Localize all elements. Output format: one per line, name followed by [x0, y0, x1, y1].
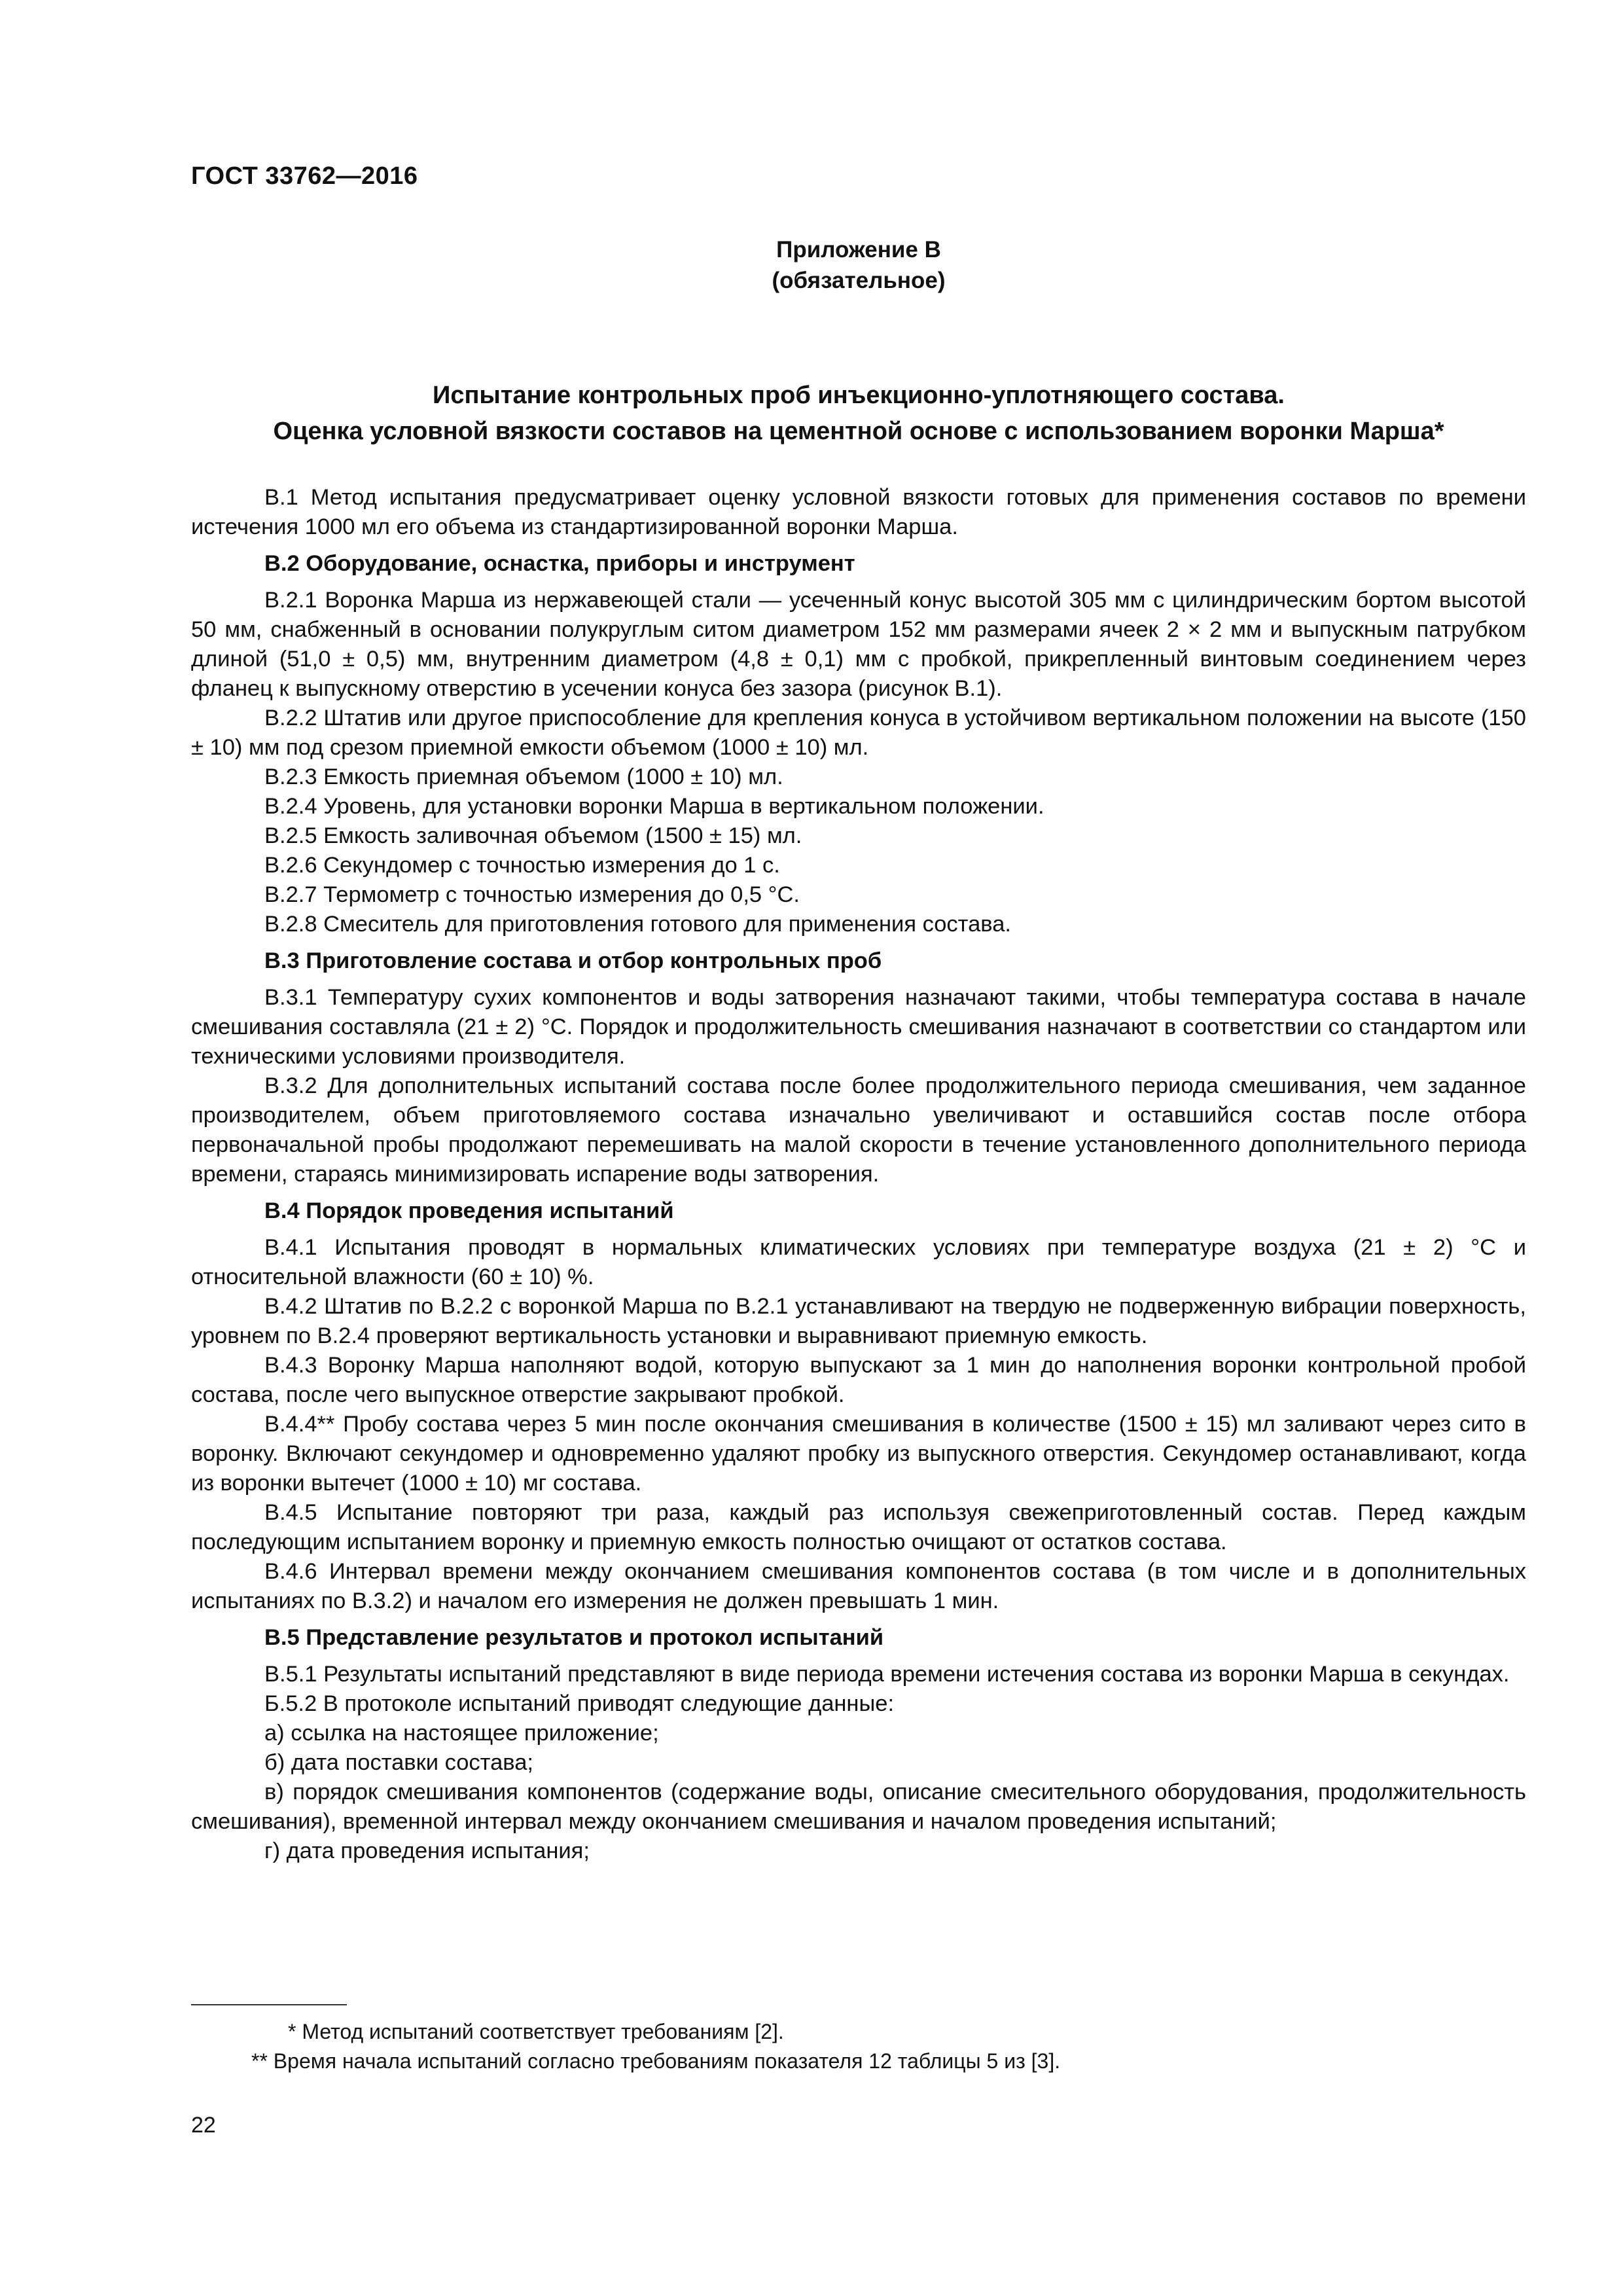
- paragraph: В.4.6 Интервал времени между окончанием смешивания компонентов состава (в том числе и в дополнительных испытаниях по В.3.2) и началом его измерения не должен превышать 1 мин.: [191, 1559, 1526, 1613]
- body-text: [191, 483, 1526, 1866]
- footnote-2: ** Время начала испытаний согласно требованиям показателя 12 таблицы 5 из [3].: [251, 2049, 1061, 2073]
- section-heading: В.4 Порядок проведения испытаний: [264, 1198, 674, 1223]
- section-heading: В.2 Оборудование, оснастка, приборы и инструмент: [264, 551, 855, 576]
- paragraph: в) порядок смешивания компонентов (содержание воды, описание смесительного оборудования, продолжительность смешивания), временной интервал между окончанием смешивания и началом проведения испытаний;: [191, 1780, 1526, 1834]
- paragraph: В.3.1 Температуру сухих компонентов и воды затворения назначают такими, чтобы температура состава в начале смешивания составляла (21 ± 2) °С. Порядок и продолжительность смешивания назначают в соответствии со стандартом или техническими условиями производителя.: [191, 985, 1526, 1069]
- footnote-1: * Метод испытаний соответствует требованиям [2].: [288, 2020, 784, 2043]
- section-heading: В.3 Приготовление состава и отбор контрольных проб: [264, 948, 882, 973]
- document-title: [191, 378, 1526, 450]
- footnote-divider: [191, 2004, 347, 2005]
- paragraph: В.1 Метод испытания предусматривает оценку условной вязкости готовых для применения составов по времени истечения 1000 мл его объема из стандартизированной воронки Марша.: [191, 485, 1526, 539]
- paragraph: В.4.2 Штатив по В.2.2 с воронкой Марша по В.2.1 устанавливают на твердую не подверженную вибрации поверхность, уровнем по В.2.4 проверяют вертикальность установки и выравнивают приемную емкость.: [191, 1294, 1526, 1348]
- paragraph: г) дата проведения испытания;: [264, 1839, 590, 1863]
- document-code: ГОСТ 33762—2016: [191, 162, 418, 190]
- appendix-status: (обязательное): [772, 268, 946, 293]
- paragraph: В.2.5 Емкость заливочная объемом (1500 ± 15) мл.: [264, 823, 802, 848]
- title-line-2: Оценка условной вязкости составов на цементной основе с использованием воронки Марша*: [273, 418, 1444, 445]
- paragraph: В.2.7 Термометр с точностью измерения до 0,5 °С.: [264, 882, 800, 907]
- paragraph: б) дата поставки состава;: [264, 1750, 533, 1775]
- paragraph: В.4.4** Пробу состава через 5 мин после окончания смешивания в количестве (1500 ± 15) мл заливают через сито в воронку. Включают секундомер и одновременно удаляют пробку из выпускного отверстия. Секундомер останавливают, когда из воронки вытечет (1000 ± 10) мг состава.: [191, 1412, 1526, 1496]
- paragraph: В.4.5 Испытание повторяют три раза, каждый раз используя свежеприготовленный состав. Перед каждым последующим испытанием воронку и приемную емкость полностью очищают от остатков состава.: [191, 1500, 1526, 1554]
- paragraph: В.2.1 Воронка Марша из нержавеющей стали — усеченный конус высотой 305 мм с цилиндрическим бортом высотой 50 мм, снабженный в основании полукруглым ситом диаметром 152 мм размерами ячеек 2 × 2 мм и выпускным патрубком длиной (51,0 ± 0,5) мм, внутренним диаметром (4,8 ± 0,1) мм с пробкой, прикрепленный винтовым соединением через фланец к выпускному отверстию в усечении конуса без зазора (рисунок В.1).: [191, 588, 1526, 701]
- paragraph: Б.5.2 В протоколе испытаний приводят следующие данные:: [264, 1691, 895, 1716]
- paragraph: В.4.3 Воронку Марша наполняют водой, которую выпускают за 1 мин до наполнения воронки контрольной пробой состава, после чего выпускное отверстие закрывают пробкой.: [191, 1353, 1526, 1407]
- appendix-label: Приложение В: [776, 237, 941, 262]
- title-line-1: Испытание контрольных проб инъекционно-уплотняющего состава.: [433, 382, 1285, 409]
- page-number: 22: [191, 2113, 216, 2138]
- paragraph: В.4.1 Испытания проводят в нормальных климатических условиях при температуре воздуха (21 ± 2) °С и относительной влажности (60 ± 10) %.: [191, 1235, 1526, 1289]
- paragraph: В.2.4 Уровень, для установки воронки Марша в вертикальном положении.: [264, 794, 1044, 819]
- paragraph: В.2.3 Емкость приемная объемом (1000 ± 10) мл.: [264, 764, 783, 789]
- appendix-heading: [191, 234, 1526, 296]
- paragraph: В.2.8 Смеситель для приготовления готового для применения состава.: [264, 912, 1011, 937]
- paragraph: а) ссылка на настоящее приложение;: [264, 1721, 659, 1746]
- paragraph: В.2.2 Штатив или другое приспособление для крепления конуса в устойчивом вертикальном положении на высоте (150 ± 10) мм под срезом приемной емкости объемом (1000 ± 10) мл.: [191, 706, 1526, 760]
- section-heading: В.5 Представление результатов и протокол испытаний: [264, 1625, 884, 1650]
- paragraph: В.5.1 Результаты испытаний представляют в виде периода времени истечения состава из воронки Марша в секундах.: [264, 1662, 1510, 1687]
- footnotes: [191, 2017, 1526, 2076]
- paragraph: В.3.2 Для дополнительных испытаний состава после более продолжительного периода смешивания, чем заданное производителем, объем приготовляемого состава изначально увеличивают и оставшийся состав после отбора первоначальной пробы продолжают перемешивать на малой скорости в течение установленного дополнительного периода времени, стараясь минимизировать испарение воды затворения.: [191, 1073, 1526, 1187]
- paragraph: В.2.6 Секундомер с точностью измерения до 1 с.: [264, 853, 780, 878]
